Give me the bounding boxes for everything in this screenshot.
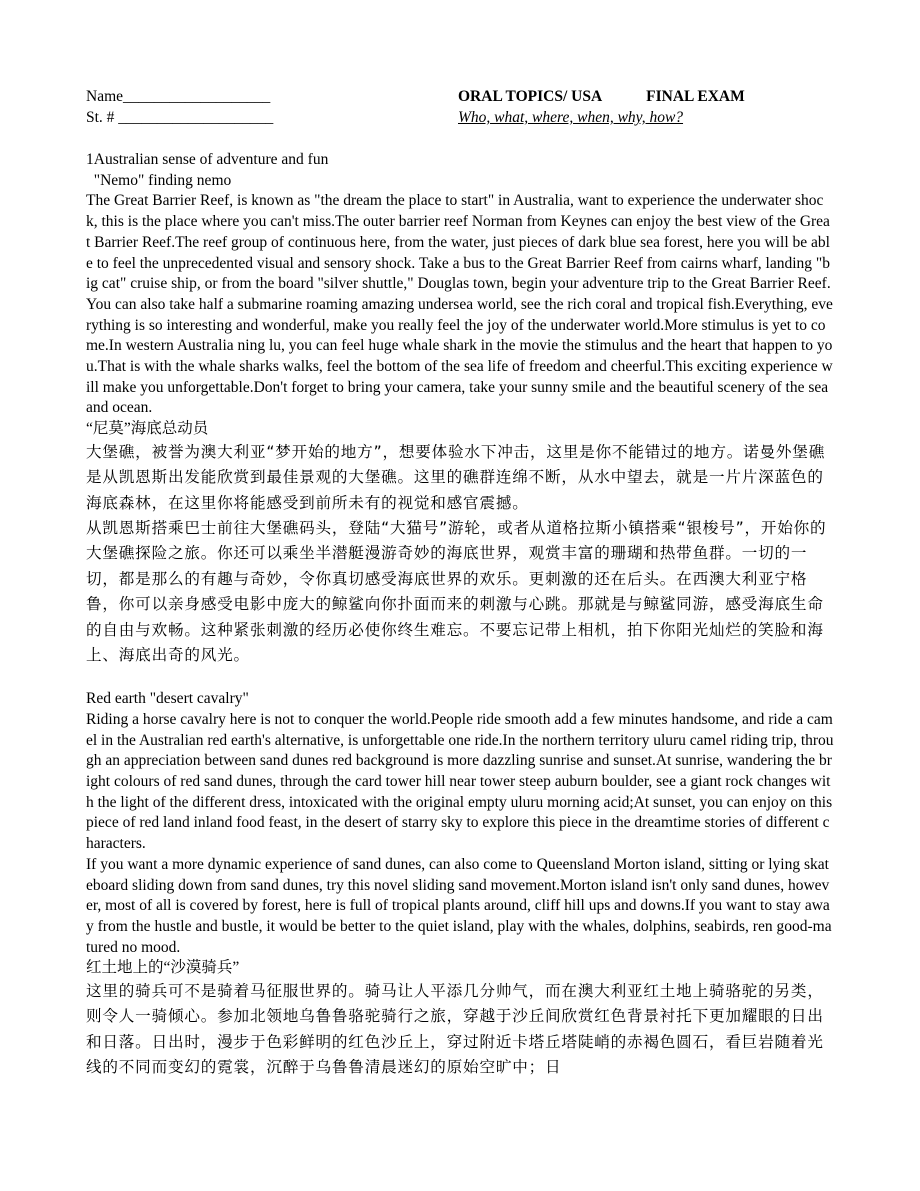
section1-chinese-paragraph-2: 从凯恩斯搭乘巴士前往大堡礁码头，登陆“大猫号”游轮，或者从道格拉斯小镇搭乘“银梭号”，开始你的大堡礁探险之旅。你还可以乘坐半潜艇漫游奇妙的海底世界，观赏丰富的珊瑚和热带鱼群。一切的一切，都是那么的有趣与奇妙，令你真切感受海底世界的欢乐。更刺激的还在后头。在西澳大利亚宁格鲁，你可以亲身感受电影中庞大的鲸鲨向你扑面而来的刺激与心跳。那就是与鲸鲨同游，感受海底生命的自由与欢畅。这种紧张刺激的经历必使你终生难忘。不要忘记带上相机，拍下你阳光灿烂的笑脸和海上、海底出奇的风光。 <box>86 519 827 665</box>
section1-chinese-paragraph-1: 大堡礁，被誉为澳大利亚“梦开始的地方”，想要体验水下冲击，这里是你不能错过的地方。诺曼外堡礁是从凯恩斯出发能欣赏到最佳景观的大堡礁。这里的礁群连绵不断，从水中望去，就是一片片深蓝色的海底森林，在这里你将能感受到前所未有的视觉和感官震撼。 <box>86 442 826 512</box>
section1-title: 1Australian sense of adventure and fun <box>86 151 329 168</box>
section2-english-paragraph-1: Riding a horse cavalry here is not to conquer the world.People ride smooth add a few minutes handsome, and ride a camel in the Australian red earth's alternative, is unforgettable one ride.In the northern territory uluru camel riding trip, through an appreciation between sand dunes red background is more dazzling sunrise and sunset.At sunrise, wandering the bright colours of red sand dunes, through the card tower hill near tower steep auburn boulder, see a giant rock changes with the light of the different dress, intoxicated with the original empty uluru morning acid;At sunset, you can enjoy on this piece of red land inland food feast, in the desert of starry sky to explore this piece in the dreamtime stories of different characters. <box>86 710 834 853</box>
section2-chinese-title: 红土地上的“沙漠骑兵” <box>86 959 240 977</box>
document-body <box>86 150 834 1081</box>
student-number-line: St. # ____________________ <box>86 109 274 126</box>
section1-english-text: The Great Barrier Reef, is known as "the dream the place to start" in Australia, want to experience the underwater shock, this is the place where you can't miss.The outer barrier reef Norman from Keynes can enjoy the best view of the Great Barrier Reef.The reef group of continuous here, from the water, just pieces of dark blue sea forest, here you will be able to feel the unprecedented visual and sensory shock. Take a bus to the Great Barrier Reef from cairns wharf, landing "big cat" cruise ship, or from the board "silver shuttle," Douglas town, begin your adventure trip to the Great Barrier Reef.You can also take half a submarine roaming amazing undersea world, see the rich coral and tropical fish.Everything, everything is so interesting and wonderful, make you really feel the joy of the underwater world.More stimulus is yet to come.In western Australia ning lu, you can feel huge whale shark in the movie the stimulus and the heart that happen to you.That is with the whale sharks walks, feel the bottom of the sea life of freedom and cheerful.This exciting experience will make you unforgettable.Don't forget to bring your camera, take your sunny smile and the beautiful scenery of the sea and ocean. <box>86 192 833 417</box>
oral-topics-label: ORAL TOPICS/ USA <box>458 88 603 105</box>
section2-chinese-paragraph-1: 这里的骑兵可不是骑着马征服世界的。骑马让人平添几分帅气，而在澳大利亚红土地上骑骆驼的另类，则令人一骑倾心。参加北领地乌鲁鲁骆驼骑行之旅，穿越于沙丘间欣赏红色背景衬托下更加耀眼的日出和日落。日出时，漫步于色彩鲜明的红色沙丘上，穿过附近卡塔丘塔陡峭的赤褐色圆石，看巨岩随着光线的不同而变幻的霓裳，沉醉于乌鲁鲁清晨迷幻的原始空旷中；日 <box>86 982 824 1077</box>
section2-english-paragraph-2: If you want a more dynamic experience of sand dunes, can also come to Queensland Morton island, sitting or lying skateboard sliding down from sand dunes, try this novel sliding sand movement.Morton island isn't only sand dunes, however, most of all is covered by forest, here is full of tropical plants around, cliff hill ups and downs.If you want to stay away from the hustle and bustle, it would be better to the quiet island, play with the whales, dolphins, seabirds, ren good-matured no mood. <box>86 855 832 956</box>
student-info <box>86 86 273 128</box>
exam-header <box>86 86 834 130</box>
final-exam-label: FINAL EXAM <box>646 88 745 105</box>
name-line: Name___________________ <box>86 88 271 105</box>
section1-subtitle: "Nemo" finding nemo <box>86 171 232 189</box>
exam-info <box>458 86 745 128</box>
document-page <box>86 86 834 1081</box>
section2-title: Red earth "desert cavalry" <box>86 690 249 708</box>
questions-line: Who, what, where, when, why, how? <box>458 109 684 126</box>
section1-chinese-title: “尼莫”海底总动员 <box>86 420 209 438</box>
